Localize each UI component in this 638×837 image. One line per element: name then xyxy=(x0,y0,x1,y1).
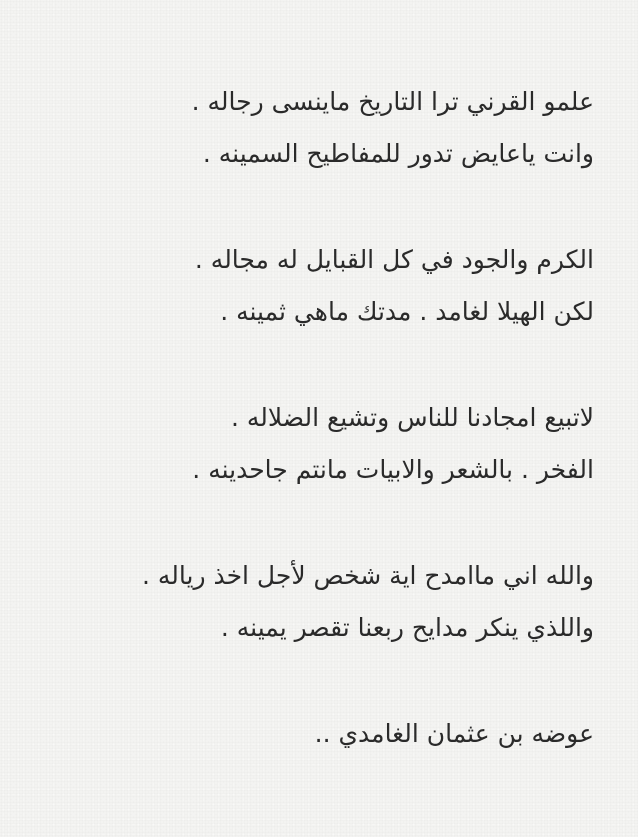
stanza-3 xyxy=(34,392,594,496)
poem-line: الفخر . بالشعر والابيات مانتم جاحدينه . xyxy=(192,455,594,484)
stanza-4 xyxy=(34,550,594,654)
poem-text xyxy=(34,76,594,760)
poem-line: لاتبيع امجادنا للناس وتشيع الضلاله . xyxy=(230,403,594,432)
author-signature: عوضه بن عثمان الغامدي .. xyxy=(314,719,594,748)
poem-line: والله اني ماامدح اية شخص لأجل اخذ رياله . xyxy=(141,561,594,590)
poem-line: الكرم والجود في كل القبايل له مجاله . xyxy=(194,245,594,274)
poem-line: لكن الهيلا لغامد . مدتك ماهي ثمينه . xyxy=(220,297,594,326)
poem-line: وانت ياعايض تدور للمفاطيح السمينه . xyxy=(202,139,594,168)
stanza-1 xyxy=(34,76,594,180)
poem-line: علمو القرني ترا التاريخ ماينسى رجاله . xyxy=(191,87,594,116)
poem-line: واللذي ينكر مدايح ربعنا تقصر يمينه . xyxy=(220,613,594,642)
stanza-2 xyxy=(34,234,594,338)
